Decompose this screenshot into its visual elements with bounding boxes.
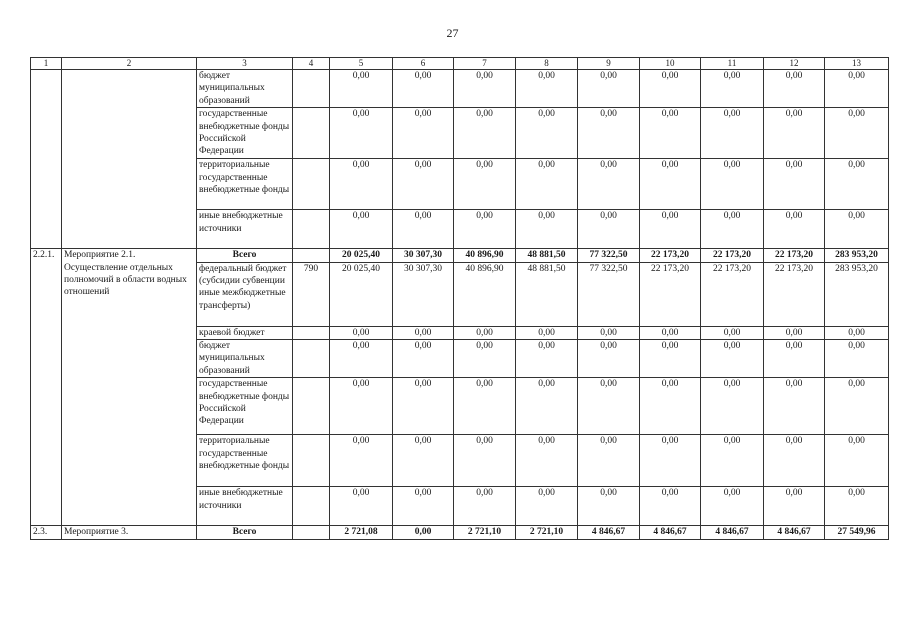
value-cell: 0,00 (454, 210, 516, 249)
funding-source: государственные внебюджетные фонды Российской Федерации (197, 108, 293, 159)
value-cell: 0,00 (393, 159, 454, 210)
value-cell: 0,00 (330, 487, 393, 526)
value-cell: 0,00 (393, 108, 454, 159)
activity-name-cell: Мероприятие 2.1. Осуществление отдельных полномочий в области водных отношений (62, 249, 197, 526)
column-header: 6 (393, 58, 454, 70)
column-header: 5 (330, 58, 393, 70)
row-code-cell: 2.3. (31, 526, 62, 539)
funding-source: иные внебюджетные источники (197, 487, 293, 526)
value-cell: 0,00 (701, 70, 764, 108)
value-cell: 2 721,10 (516, 526, 578, 539)
value-cell: 22 173,20 (764, 249, 825, 262)
value-cell: 0,00 (454, 159, 516, 210)
row-code-cell: 2.2.1. (31, 249, 62, 526)
value-cell: 0,00 (701, 159, 764, 210)
value-cell: 4 846,67 (578, 526, 640, 539)
value-cell: 48 881,50 (516, 262, 578, 326)
value-cell: 0,00 (764, 487, 825, 526)
funding-source: государственные внебюджетные фонды Российской Федерации (197, 378, 293, 435)
value-cell: 0,00 (640, 378, 701, 435)
kbk-cell (293, 378, 330, 435)
funding-source: иные внебюджетные источники (197, 210, 293, 249)
value-cell: 0,00 (516, 326, 578, 339)
column-header: 13 (825, 58, 889, 70)
value-cell: 0,00 (330, 340, 393, 378)
value-cell: 0,00 (701, 487, 764, 526)
value-cell: 0,00 (454, 487, 516, 526)
kbk-cell (293, 210, 330, 249)
value-cell: 0,00 (578, 70, 640, 108)
value-cell: 20 025,40 (330, 249, 393, 262)
value-cell: 0,00 (393, 326, 454, 339)
value-cell: 0,00 (640, 487, 701, 526)
value-cell: 0,00 (330, 210, 393, 249)
value-cell: 4 846,67 (764, 526, 825, 539)
value-cell: 0,00 (578, 326, 640, 339)
value-cell: 0,00 (640, 210, 701, 249)
value-cell: 77 322,50 (578, 249, 640, 262)
value-cell: 40 896,90 (454, 249, 516, 262)
value-cell: 22 173,20 (701, 249, 764, 262)
value-cell: 22 173,20 (640, 249, 701, 262)
budget-table (30, 57, 889, 540)
value-cell: 0,00 (578, 210, 640, 249)
value-cell: 0,00 (330, 108, 393, 159)
column-header: 8 (516, 58, 578, 70)
value-cell: 48 881,50 (516, 249, 578, 262)
value-cell: 0,00 (640, 159, 701, 210)
value-cell: 0,00 (825, 108, 889, 159)
value-cell: 22 173,20 (701, 262, 764, 326)
value-cell: 30 307,30 (393, 249, 454, 262)
value-cell: 0,00 (454, 326, 516, 339)
value-cell: 20 025,40 (330, 262, 393, 326)
kbk-cell (293, 108, 330, 159)
value-cell: 4 846,67 (640, 526, 701, 539)
value-cell: 0,00 (578, 487, 640, 526)
value-cell: 0,00 (701, 210, 764, 249)
value-cell: 0,00 (578, 435, 640, 487)
column-header: 7 (454, 58, 516, 70)
value-cell: 0,00 (330, 159, 393, 210)
value-cell: 0,00 (393, 487, 454, 526)
column-header: 12 (764, 58, 825, 70)
column-header: 11 (701, 58, 764, 70)
value-cell: 0,00 (393, 340, 454, 378)
kbk-cell (293, 340, 330, 378)
value-cell: 0,00 (454, 108, 516, 159)
funding-source: бюджет муниципальных образований (197, 70, 293, 108)
activity-name-cell (62, 70, 197, 249)
value-cell: 0,00 (454, 70, 516, 108)
value-cell: 0,00 (516, 159, 578, 210)
value-cell: 0,00 (330, 70, 393, 108)
value-cell: 0,00 (578, 378, 640, 435)
value-cell: 0,00 (640, 326, 701, 339)
funding-source: федеральный бюджет (субсидии субвенции иные межбюджетные трансферты) (197, 262, 293, 326)
value-cell: 0,00 (330, 378, 393, 435)
funding-source: Всего (197, 249, 293, 262)
value-cell: 4 846,67 (701, 526, 764, 539)
value-cell: 0,00 (330, 435, 393, 487)
value-cell: 0,00 (764, 108, 825, 159)
value-cell: 0,00 (578, 159, 640, 210)
page-number: 27 (446, 26, 459, 40)
kbk-cell (293, 70, 330, 108)
kbk-cell (293, 487, 330, 526)
value-cell: 0,00 (516, 435, 578, 487)
value-cell: 0,00 (454, 378, 516, 435)
value-cell: 22 173,20 (764, 262, 825, 326)
value-cell: 0,00 (701, 326, 764, 339)
value-cell: 0,00 (516, 340, 578, 378)
funding-source: территориальные государственные внебюджетные фонды (197, 159, 293, 210)
value-cell: 0,00 (578, 340, 640, 378)
kbk-cell (293, 326, 330, 339)
value-cell: 40 896,90 (454, 262, 516, 326)
kbk-cell (293, 249, 330, 262)
kbk-cell (293, 435, 330, 487)
value-cell: 0,00 (825, 70, 889, 108)
value-cell: 0,00 (640, 70, 701, 108)
kbk-cell: 790 (293, 262, 330, 326)
value-cell: 0,00 (764, 326, 825, 339)
value-cell: 0,00 (516, 108, 578, 159)
value-cell: 0,00 (764, 159, 825, 210)
value-cell: 0,00 (701, 378, 764, 435)
value-cell: 0,00 (393, 70, 454, 108)
value-cell: 283 953,20 (825, 262, 889, 326)
value-cell: 0,00 (454, 340, 516, 378)
value-cell: 0,00 (764, 435, 825, 487)
value-cell: 0,00 (516, 378, 578, 435)
value-cell: 0,00 (764, 210, 825, 249)
kbk-cell (293, 159, 330, 210)
value-cell: 0,00 (825, 326, 889, 339)
value-cell: 0,00 (330, 326, 393, 339)
kbk-cell (293, 526, 330, 539)
column-header: 2 (62, 58, 197, 70)
column-header: 9 (578, 58, 640, 70)
value-cell: 0,00 (640, 108, 701, 159)
value-cell: 77 322,50 (578, 262, 640, 326)
row-code-cell (31, 70, 62, 249)
value-cell: 27 549,96 (825, 526, 889, 539)
value-cell: 0,00 (578, 108, 640, 159)
value-cell: 0,00 (701, 340, 764, 378)
value-cell: 0,00 (825, 487, 889, 526)
column-header: 1 (31, 58, 62, 70)
value-cell: 0,00 (764, 340, 825, 378)
value-cell: 0,00 (393, 378, 454, 435)
funding-source: бюджет муниципальных образований (197, 340, 293, 378)
value-cell: 0,00 (393, 210, 454, 249)
value-cell: 0,00 (764, 378, 825, 435)
table-row (31, 249, 889, 262)
value-cell: 283 953,20 (825, 249, 889, 262)
value-cell: 0,00 (825, 378, 889, 435)
column-header: 3 (197, 58, 293, 70)
value-cell: 0,00 (825, 210, 889, 249)
funding-source: краевой бюджет (197, 326, 293, 339)
value-cell: 0,00 (640, 435, 701, 487)
value-cell: 30 307,30 (393, 262, 454, 326)
value-cell: 2 721,08 (330, 526, 393, 539)
funding-source: территориальные государственные внебюджетные фонды (197, 435, 293, 487)
table-header-row (31, 58, 889, 70)
column-header: 4 (293, 58, 330, 70)
funding-source: Всего (197, 526, 293, 539)
value-cell: 0,00 (825, 340, 889, 378)
value-cell: 0,00 (640, 340, 701, 378)
value-cell: 0,00 (516, 487, 578, 526)
value-cell: 0,00 (516, 210, 578, 249)
value-cell: 0,00 (454, 435, 516, 487)
value-cell: 0,00 (701, 435, 764, 487)
table-row (31, 526, 889, 539)
value-cell: 0,00 (701, 108, 764, 159)
table-row (31, 70, 889, 108)
value-cell: 0,00 (516, 70, 578, 108)
value-cell: 0,00 (393, 435, 454, 487)
value-cell: 0,00 (825, 159, 889, 210)
value-cell: 0,00 (764, 70, 825, 108)
activity-name-cell: Мероприятие 3. (62, 526, 197, 539)
value-cell: 22 173,20 (640, 262, 701, 326)
value-cell: 2 721,10 (454, 526, 516, 539)
value-cell: 0,00 (393, 526, 454, 539)
value-cell: 0,00 (825, 435, 889, 487)
column-header: 10 (640, 58, 701, 70)
